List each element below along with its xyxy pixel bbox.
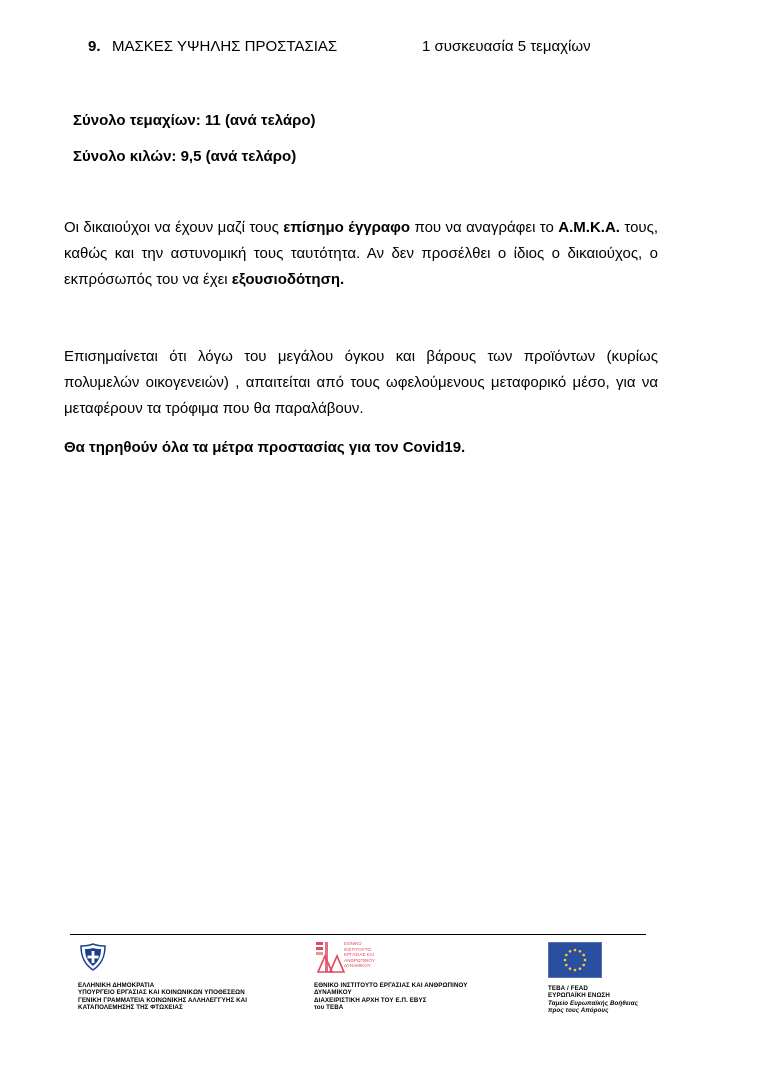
paragraph-covid: Θα τηρηθούν όλα τα μέτρα προστασίας για τον Covid19. xyxy=(64,439,466,456)
footer-ministry-text: ΕΛΛΗΝΙΚΗ ΔΗΜΟΚΡΑΤΙΑ ΥΠΟΥΡΓΕΙΟ ΕΡΓΑΣΙΑΣ ΚΑΙ ΚΟΙΝΩΝΙΚΩΝ ΥΠΟΘΕΣΕΩΝ ΓΕΝΙΚΗ ΓΡΑΜΜΑΤΕΙΑ ΚΟΙΝΩΝΙΚΗΣ ΑΛΛΗΛΕΓΓΥΗΣ ΚΑΙ ΚΑΤΑΠΟΛΕΜΗΣΗΣ ΤΗΣ ΦΤΩΧΕΙΑΣ xyxy=(78,982,248,1012)
bold-authorization: εξουσιοδότηση. xyxy=(231,271,345,288)
item-quantity: 1 συσκευασία 5 τεμαχίων xyxy=(422,38,591,55)
item-number: 9. xyxy=(88,38,101,55)
total-kilos: Σύνολο κιλών: 9,5 (ανά τελάρο) xyxy=(73,148,297,165)
paragraph-text: Οι δικαιούχοι να έχουν μαζί τους xyxy=(64,219,284,236)
bold-amka: Α.Μ.Κ.Α. xyxy=(558,219,620,236)
footer-divider xyxy=(70,934,646,935)
item-name: ΜΑΣΚΕΣ ΥΨΗΛΗΣ ΠΡΟΣΤΑΣΙΑΣ xyxy=(112,38,338,55)
total-pieces: Σύνολο τεμαχίων: 11 (ανά τελάρο) xyxy=(73,112,316,129)
bold-official-document: επίσημο έγγραφο xyxy=(283,219,411,236)
eiead-logo-icon: ΕΘΝΙΚΟ ΙΝΣΤΙΤΟΥΤΟ ΕΡΓΑΣΙΑΣ ΚΑΙ ΑΝΘΡΩΠΙΝΟΥ ΔΥΝΑΜΙΚΟΥ xyxy=(314,940,384,976)
footer-eu-text: ΤΕΒΑ / FEAD ΕΥΡΩΠΑΪΚΗ ΕΝΩΣΗ Ταμείο Ευρωπαϊκής Βοήθειας προς τους Απόρους xyxy=(548,985,639,1015)
paragraph-transport: Επισημαίνεται ότι λόγω του μεγάλου όγκου και βάρους των προϊόντων (κυρίως πολυμελών οικογενειών) , απαιτείται από τους ωφελούμενους μεταφορικό μέσο, για να μεταφέρουν τα τρόφιμα που θα παραλάβουν. xyxy=(64,348,658,417)
footer-eiead-text: ΕΘΝΙΚΟ ΙΝΣΤΙΤΟΥΤΟ ΕΡΓΑΣΙΑΣ ΚΑΙ ΑΝΘΡΩΠΙΝΟΥ ΔΥΝΑΜΙΚΟΥ ΔΙΑΧΕΙΡΙΣΤΙΚΗ ΑΡΧΗ ΤΟΥ Ε.Π. ΕΒΥΣ του ΤΕΒΑ xyxy=(314,982,468,1012)
paragraph-text: τους, καθώς και την αστυνομική τους ταυτότητα. Αν δεν προσέλθει ο ίδιος ο δικαιούχος, ο εκπρόσωπός του να έχει xyxy=(64,219,659,288)
eu-flag-icon xyxy=(548,942,602,978)
paragraph-text: που να αναγράφει το xyxy=(410,219,559,236)
greek-emblem-icon xyxy=(78,942,108,972)
paragraph-documents xyxy=(64,215,658,293)
